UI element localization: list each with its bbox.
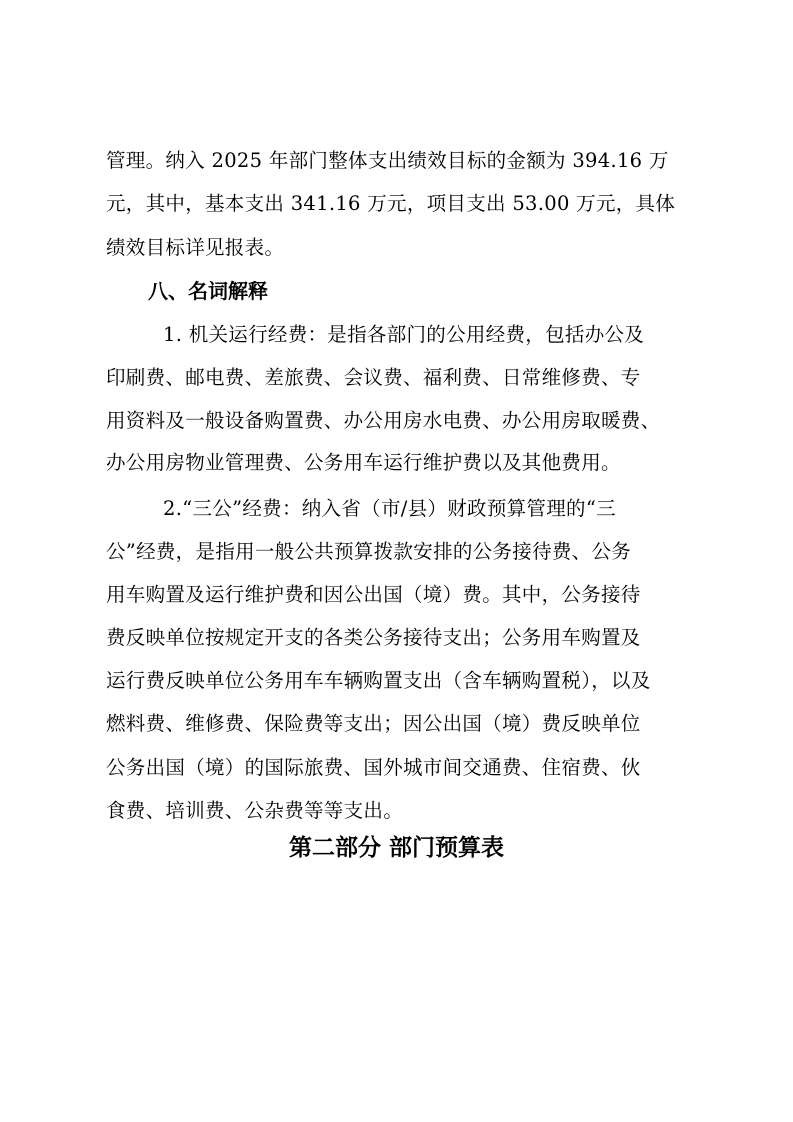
definition-1-line: 用资料及一般设备购置费、办公用房水电费、办公用房取暖费、 <box>106 409 661 432</box>
definition-2-line: 运行费反映单位公务用车车辆购置支出（含车辆购置税），以及 <box>106 669 651 692</box>
definition-2-line: 费反映单位按规定开支的各类公务接待支出；公务用车购置及 <box>106 626 641 649</box>
definition-1-line: 办公用房物业管理费、公务用车运行维护费以及其他费用。 <box>106 451 621 474</box>
definition-2-line: 公”经费，是指用一般公共预算拨款安排的公务接待费、公务 <box>106 540 632 563</box>
paragraph-line: 元，其中，基本支出 341.16 万元，项目支出 53.00 万元，具体 <box>106 192 676 215</box>
section-heading: 八、名词解释 <box>148 279 268 303</box>
part-title: 第二部分 部门预算表 <box>288 835 504 861</box>
definition-2-line: 燃料费、维修费、保险费等支出；因公出国（境）费反映单位 <box>106 712 641 735</box>
definition-1-line: 1. 机关运行经费：是指各部门的公用经费，包括办公及 <box>163 323 645 346</box>
definition-2-line: 公务出国（境）的国际旅费、国外城市间交通费、住宿费、伙 <box>106 756 641 779</box>
definition-1-line: 印刷费、邮电费、差旅费、会议费、福利费、日常维修费、专 <box>106 366 641 389</box>
paragraph-line: 管理。纳入 2025 年部门整体支出绩效目标的金额为 394.16 万 <box>106 149 669 172</box>
definition-2-line: 食费、培训费、公杂费等等支出。 <box>106 799 404 822</box>
definition-2-line: 2.“三公”经费：纳入省（市/县）财政预算管理的“三 <box>163 497 616 520</box>
definition-2-line: 用车购置及运行维护费和因公出国（境）费。其中，公务接待 <box>106 583 641 606</box>
paragraph-line: 绩效目标详见报表。 <box>106 236 285 259</box>
